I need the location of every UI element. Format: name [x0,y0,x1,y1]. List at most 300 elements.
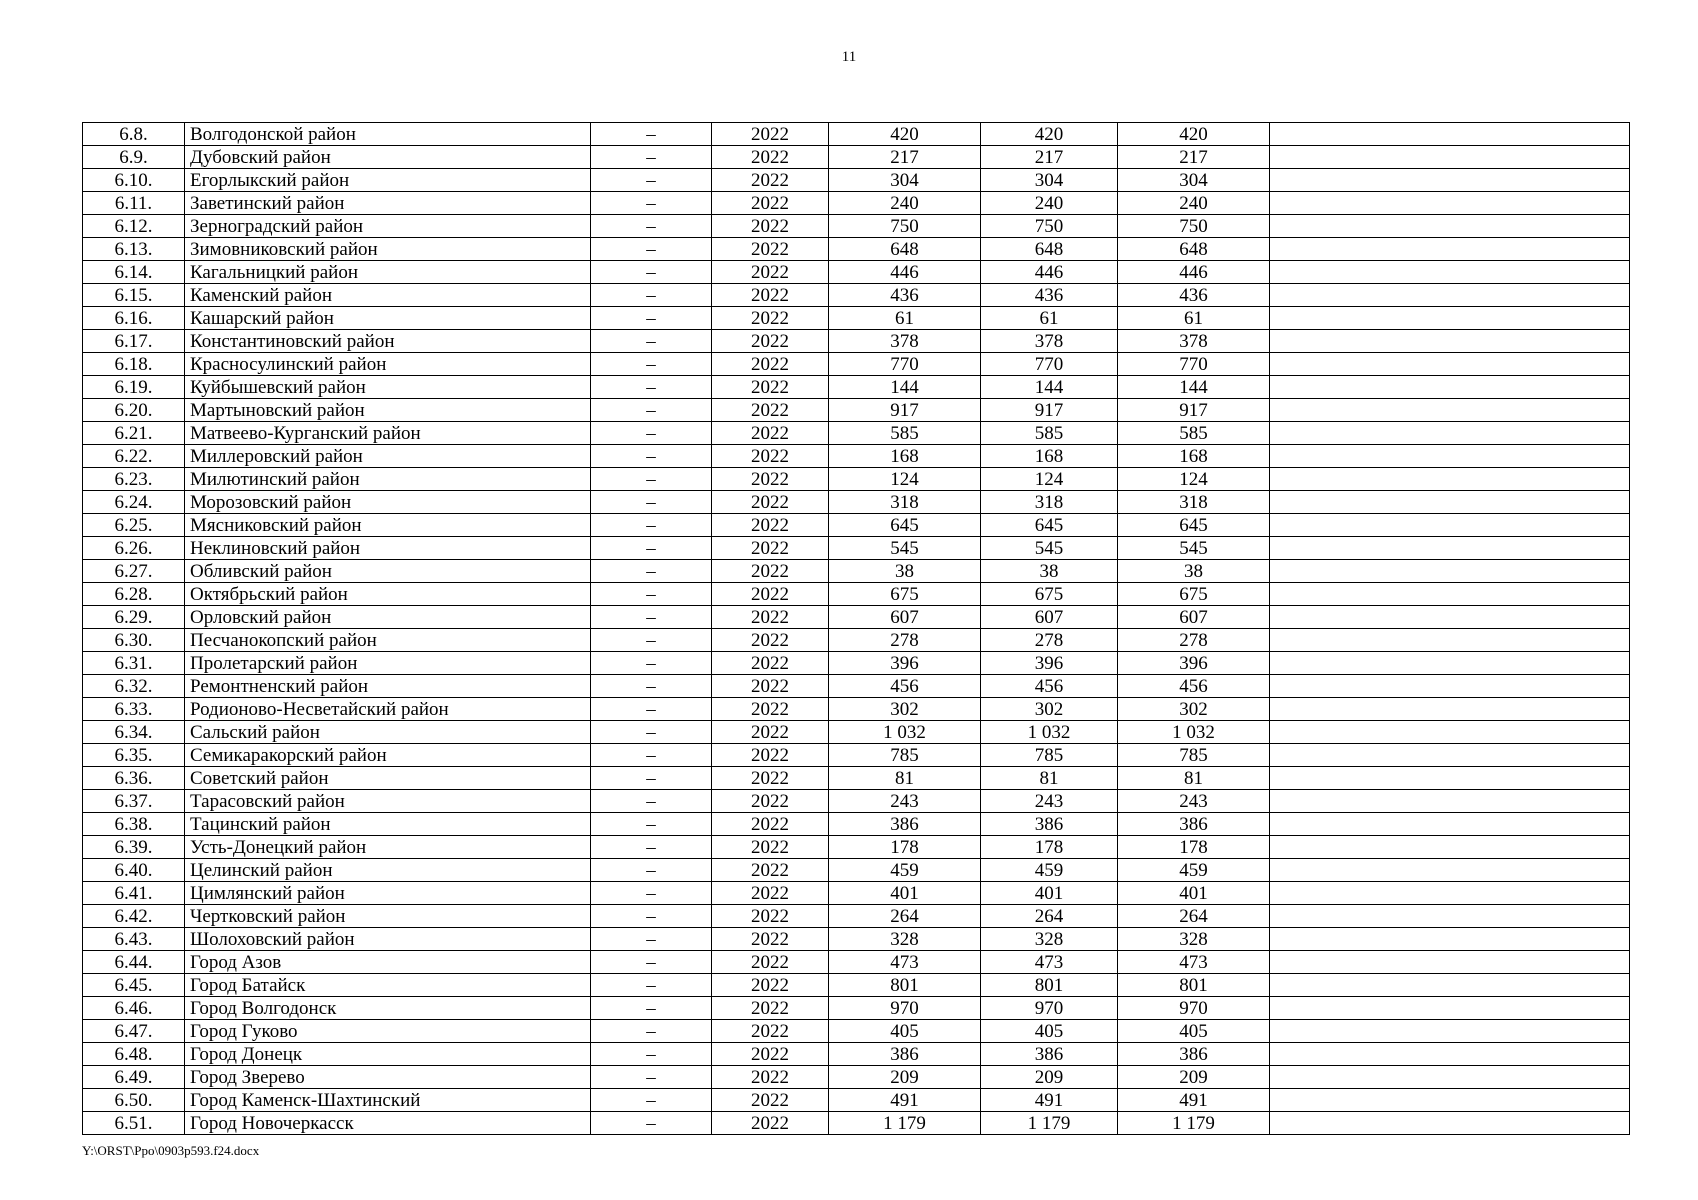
year-cell: 2022 [712,169,829,192]
value-cell-1: 302 [829,698,981,721]
value-cell-3: 917 [1118,399,1270,422]
municipality-name: Тарасовский район [185,790,591,813]
empty-cell [1270,353,1630,376]
row-number: 6.38. [83,813,185,836]
row-number: 6.28. [83,583,185,606]
value-cell-2: 217 [981,146,1118,169]
municipality-name: Зерноградский район [185,215,591,238]
year-cell: 2022 [712,514,829,537]
value-cell-1: 81 [829,767,981,790]
value-cell-2: 770 [981,353,1118,376]
row-number: 6.29. [83,606,185,629]
dash-cell: – [591,514,712,537]
value-cell-3: 124 [1118,468,1270,491]
row-number: 6.17. [83,330,185,353]
empty-cell [1270,376,1630,399]
dash-cell: – [591,583,712,606]
year-cell: 2022 [712,675,829,698]
municipality-name: Миллеровский район [185,445,591,468]
table-row [83,583,1630,606]
table-row [83,399,1630,422]
value-cell-1: 240 [829,192,981,215]
table-row [83,353,1630,376]
value-cell-1: 675 [829,583,981,606]
row-number: 6.10. [83,169,185,192]
table-row [83,813,1630,836]
value-cell-3: 264 [1118,905,1270,928]
dash-cell: – [591,238,712,261]
value-cell-2: 585 [981,422,1118,445]
municipality-name: Пролетарский район [185,652,591,675]
dash-cell: – [591,905,712,928]
value-cell-1: 38 [829,560,981,583]
value-cell-2: 473 [981,951,1118,974]
year-cell: 2022 [712,1020,829,1043]
year-cell: 2022 [712,491,829,514]
row-number: 6.9. [83,146,185,169]
table-row [83,790,1630,813]
value-cell-1: 144 [829,376,981,399]
empty-cell [1270,974,1630,997]
value-cell-2: 168 [981,445,1118,468]
row-number: 6.8. [83,123,185,146]
empty-cell [1270,928,1630,951]
value-cell-3: 243 [1118,790,1270,813]
municipality-name: Семикаракорский район [185,744,591,767]
value-cell-3: 607 [1118,606,1270,629]
table-row [83,675,1630,698]
dash-cell: – [591,307,712,330]
table-row [83,1043,1630,1066]
dash-cell: – [591,376,712,399]
value-cell-2: 648 [981,238,1118,261]
value-cell-3: 405 [1118,1020,1270,1043]
value-cell-2: 378 [981,330,1118,353]
dash-cell: – [591,192,712,215]
empty-cell [1270,698,1630,721]
table-row [83,629,1630,652]
year-cell: 2022 [712,215,829,238]
row-number: 6.47. [83,1020,185,1043]
table-row [83,721,1630,744]
dash-cell: – [591,353,712,376]
value-cell-3: 473 [1118,951,1270,974]
row-number: 6.34. [83,721,185,744]
row-number: 6.11. [83,192,185,215]
table-row [83,744,1630,767]
table-row [83,1112,1630,1135]
year-cell: 2022 [712,859,829,882]
table-row [83,882,1630,905]
dash-cell: – [591,951,712,974]
value-cell-3: 446 [1118,261,1270,284]
year-cell: 2022 [712,146,829,169]
value-cell-3: 459 [1118,859,1270,882]
row-number: 6.13. [83,238,185,261]
row-number: 6.14. [83,261,185,284]
municipality-name: Егорлыкский район [185,169,591,192]
row-number: 6.46. [83,997,185,1020]
empty-cell [1270,836,1630,859]
municipality-name: Советский район [185,767,591,790]
municipality-name: Неклиновский район [185,537,591,560]
table-row [83,1089,1630,1112]
empty-cell [1270,514,1630,537]
year-cell: 2022 [712,606,829,629]
empty-cell [1270,905,1630,928]
value-cell-3: 645 [1118,514,1270,537]
value-cell-2: 328 [981,928,1118,951]
municipality-name: Город Донецк [185,1043,591,1066]
table-row [83,468,1630,491]
row-number: 6.50. [83,1089,185,1112]
empty-cell [1270,169,1630,192]
municipality-name: Константиновский район [185,330,591,353]
value-cell-3: 585 [1118,422,1270,445]
table-row [83,905,1630,928]
value-cell-1: 61 [829,307,981,330]
year-cell: 2022 [712,537,829,560]
row-number: 6.45. [83,974,185,997]
year-cell: 2022 [712,951,829,974]
empty-cell [1270,1112,1630,1135]
municipality-name: Орловский район [185,606,591,629]
row-number: 6.23. [83,468,185,491]
dash-cell: – [591,422,712,445]
table-row [83,445,1630,468]
value-cell-2: 178 [981,836,1118,859]
table-row [83,951,1630,974]
value-cell-2: 456 [981,675,1118,698]
value-cell-2: 1 179 [981,1112,1118,1135]
row-number: 6.19. [83,376,185,399]
value-cell-3: 328 [1118,928,1270,951]
table-row [83,698,1630,721]
table-row [83,422,1630,445]
municipality-name: Чертковский район [185,905,591,928]
value-cell-2: 386 [981,1043,1118,1066]
dash-cell: – [591,1066,712,1089]
value-cell-1: 456 [829,675,981,698]
value-cell-3: 420 [1118,123,1270,146]
value-cell-3: 545 [1118,537,1270,560]
municipality-name: Тацинский район [185,813,591,836]
value-cell-1: 304 [829,169,981,192]
dash-cell: – [591,882,712,905]
table-row [83,169,1630,192]
value-cell-1: 401 [829,882,981,905]
value-cell-2: 970 [981,997,1118,1020]
value-cell-3: 785 [1118,744,1270,767]
value-cell-2: 436 [981,284,1118,307]
value-cell-2: 38 [981,560,1118,583]
municipality-name: Усть-Донецкий район [185,836,591,859]
dash-cell: – [591,859,712,882]
dash-cell: – [591,1089,712,1112]
empty-cell [1270,192,1630,215]
value-cell-2: 318 [981,491,1118,514]
value-cell-2: 144 [981,376,1118,399]
municipality-name: Сальский район [185,721,591,744]
value-cell-1: 436 [829,284,981,307]
municipality-name: Заветинский район [185,192,591,215]
empty-cell [1270,146,1630,169]
dash-cell: – [591,652,712,675]
empty-cell [1270,261,1630,284]
municipality-name: Ремонтненский район [185,675,591,698]
value-cell-3: 61 [1118,307,1270,330]
empty-cell [1270,491,1630,514]
row-number: 6.27. [83,560,185,583]
year-cell: 2022 [712,698,829,721]
value-cell-1: 209 [829,1066,981,1089]
table-row [83,652,1630,675]
dash-cell: – [591,284,712,307]
table-row [83,192,1630,215]
value-cell-3: 81 [1118,767,1270,790]
table-row [83,307,1630,330]
value-cell-3: 386 [1118,1043,1270,1066]
dash-cell: – [591,146,712,169]
year-cell: 2022 [712,353,829,376]
row-number: 6.31. [83,652,185,675]
value-cell-2: 302 [981,698,1118,721]
value-cell-1: 585 [829,422,981,445]
empty-cell [1270,767,1630,790]
value-cell-3: 168 [1118,445,1270,468]
empty-cell [1270,215,1630,238]
table-row [83,974,1630,997]
municipality-name: Каменский район [185,284,591,307]
dash-cell: – [591,261,712,284]
year-cell: 2022 [712,1066,829,1089]
value-cell-3: 304 [1118,169,1270,192]
municipality-name: Город Зверево [185,1066,591,1089]
empty-cell [1270,330,1630,353]
value-cell-3: 178 [1118,836,1270,859]
municipality-name: Октябрьский район [185,583,591,606]
row-number: 6.39. [83,836,185,859]
row-number: 6.44. [83,951,185,974]
empty-cell [1270,606,1630,629]
year-cell: 2022 [712,583,829,606]
empty-cell [1270,399,1630,422]
value-cell-2: 278 [981,629,1118,652]
value-cell-2: 386 [981,813,1118,836]
value-cell-1: 750 [829,215,981,238]
municipality-name: Зимовниковский район [185,238,591,261]
row-number: 6.37. [83,790,185,813]
dash-cell: – [591,445,712,468]
dash-cell: – [591,491,712,514]
value-cell-2: 396 [981,652,1118,675]
dash-cell: – [591,997,712,1020]
dash-cell: – [591,928,712,951]
year-cell: 2022 [712,376,829,399]
value-cell-1: 278 [829,629,981,652]
page-number: 11 [841,49,857,65]
dash-cell: – [591,537,712,560]
table-row [83,261,1630,284]
municipality-name: Целинский район [185,859,591,882]
municipality-name: Город Батайск [185,974,591,997]
value-cell-1: 178 [829,836,981,859]
value-cell-1: 770 [829,353,981,376]
dash-cell: – [591,767,712,790]
empty-cell [1270,238,1630,261]
value-cell-2: 446 [981,261,1118,284]
table-row [83,537,1630,560]
row-number: 6.48. [83,1043,185,1066]
value-cell-1: 386 [829,1043,981,1066]
table-row [83,767,1630,790]
year-cell: 2022 [712,629,829,652]
empty-cell [1270,560,1630,583]
row-number: 6.51. [83,1112,185,1135]
empty-cell [1270,307,1630,330]
row-number: 6.22. [83,445,185,468]
value-cell-3: 396 [1118,652,1270,675]
municipality-name: Город Каменск-Шахтинский [185,1089,591,1112]
value-cell-3: 386 [1118,813,1270,836]
value-cell-1: 446 [829,261,981,284]
dash-cell: – [591,813,712,836]
municipality-name: Куйбышевский район [185,376,591,399]
dash-cell: – [591,1043,712,1066]
value-cell-1: 378 [829,330,981,353]
footer-file-path: Y:\ORST\Ppo\0903p593.f24.docx [82,1143,260,1158]
table-row [83,836,1630,859]
value-cell-1: 168 [829,445,981,468]
dash-cell: – [591,169,712,192]
value-cell-2: 264 [981,905,1118,928]
year-cell: 2022 [712,123,829,146]
value-cell-2: 124 [981,468,1118,491]
value-cell-3: 144 [1118,376,1270,399]
table-row [83,606,1630,629]
value-cell-1: 1 032 [829,721,981,744]
municipality-name: Цимлянский район [185,882,591,905]
row-number: 6.32. [83,675,185,698]
empty-cell [1270,537,1630,560]
empty-cell [1270,284,1630,307]
empty-cell [1270,123,1630,146]
year-cell: 2022 [712,997,829,1020]
table-row [83,284,1630,307]
year-cell: 2022 [712,284,829,307]
value-cell-2: 209 [981,1066,1118,1089]
value-cell-1: 648 [829,238,981,261]
row-number: 6.40. [83,859,185,882]
dash-cell: – [591,744,712,767]
year-cell: 2022 [712,1112,829,1135]
year-cell: 2022 [712,882,829,905]
dash-cell: – [591,215,712,238]
value-cell-1: 917 [829,399,981,422]
empty-cell [1270,1020,1630,1043]
dash-cell: – [591,721,712,744]
municipality-name: Волгодонской район [185,123,591,146]
empty-cell [1270,652,1630,675]
row-number: 6.16. [83,307,185,330]
row-number: 6.33. [83,698,185,721]
municipality-name: Матвеево-Курганский район [185,422,591,445]
value-cell-1: 124 [829,468,981,491]
table-row [83,215,1630,238]
table-row [83,997,1630,1020]
value-cell-1: 801 [829,974,981,997]
year-cell: 2022 [712,468,829,491]
year-cell: 2022 [712,560,829,583]
value-cell-1: 1 179 [829,1112,981,1135]
dash-cell: – [591,790,712,813]
dash-cell: – [591,399,712,422]
value-cell-3: 302 [1118,698,1270,721]
year-cell: 2022 [712,813,829,836]
value-cell-1: 645 [829,514,981,537]
year-cell: 2022 [712,744,829,767]
value-cell-1: 785 [829,744,981,767]
row-number: 6.43. [83,928,185,951]
municipality-name: Родионово-Несветайский район [185,698,591,721]
municipality-name: Дубовский район [185,146,591,169]
empty-cell [1270,744,1630,767]
value-cell-1: 607 [829,606,981,629]
empty-cell [1270,813,1630,836]
value-cell-2: 243 [981,790,1118,813]
value-cell-3: 491 [1118,1089,1270,1112]
value-cell-2: 61 [981,307,1118,330]
municipality-name: Мартыновский район [185,399,591,422]
table-row [83,376,1630,399]
value-cell-1: 405 [829,1020,981,1043]
year-cell: 2022 [712,836,829,859]
municipality-name: Мясниковский район [185,514,591,537]
value-cell-2: 607 [981,606,1118,629]
empty-cell [1270,859,1630,882]
value-cell-3: 401 [1118,882,1270,905]
empty-cell [1270,583,1630,606]
value-cell-1: 318 [829,491,981,514]
empty-cell [1270,951,1630,974]
value-cell-1: 264 [829,905,981,928]
municipality-name: Город Азов [185,951,591,974]
value-cell-3: 648 [1118,238,1270,261]
value-cell-2: 917 [981,399,1118,422]
value-cell-3: 436 [1118,284,1270,307]
empty-cell [1270,790,1630,813]
dash-cell: – [591,698,712,721]
value-cell-1: 396 [829,652,981,675]
value-cell-3: 209 [1118,1066,1270,1089]
value-cell-3: 770 [1118,353,1270,376]
value-cell-2: 675 [981,583,1118,606]
year-cell: 2022 [712,974,829,997]
municipality-name: Шолоховский район [185,928,591,951]
value-cell-3: 801 [1118,974,1270,997]
table-row [83,514,1630,537]
value-cell-3: 1 032 [1118,721,1270,744]
value-cell-2: 491 [981,1089,1118,1112]
year-cell: 2022 [712,399,829,422]
table-row [83,491,1630,514]
value-cell-1: 491 [829,1089,981,1112]
row-number: 6.18. [83,353,185,376]
municipality-name: Город Новочеркасск [185,1112,591,1135]
municipality-name: Песчанокопский район [185,629,591,652]
table-row [83,330,1630,353]
value-cell-1: 473 [829,951,981,974]
